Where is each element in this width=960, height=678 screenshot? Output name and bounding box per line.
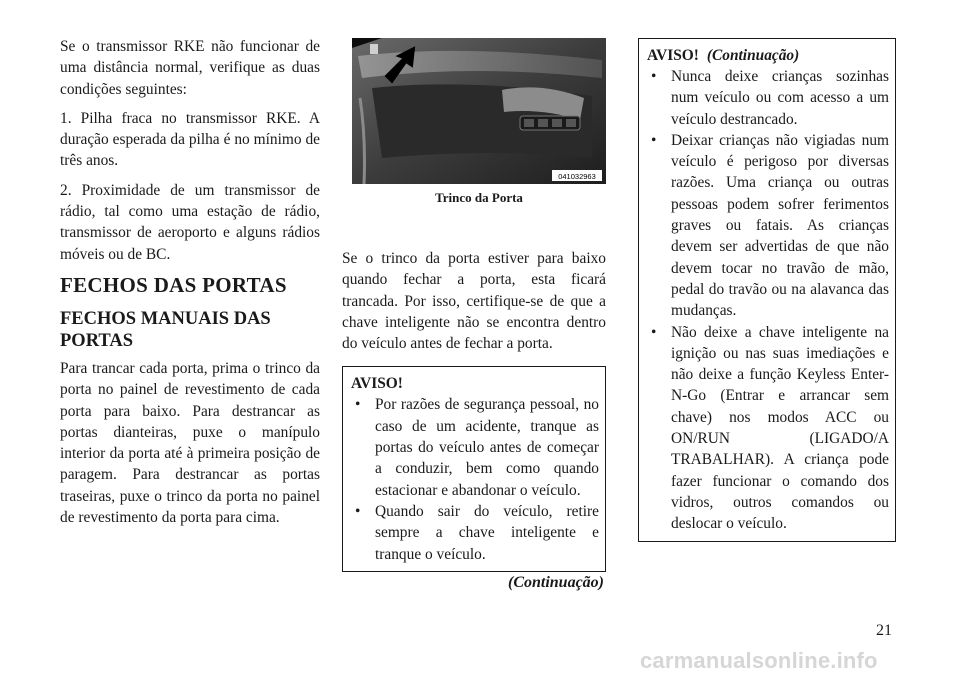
- warning-box-continued: [638, 38, 896, 542]
- rke-condition-2: 2. Proximidade de um transmissor de rádio, tal como uma estação de rádio, transmissor de aeroporto e alguns rádios móveis ou de BC.: [60, 181, 320, 263]
- warning-box: [342, 366, 606, 571]
- warning-title: AVISO!: [351, 375, 403, 393]
- rke-intro: Se o transmissor RKE não funcionar de uma distância normal, verifique as duas condições seguintes:: [60, 38, 320, 98]
- left-column: [60, 36, 320, 536]
- subsection-heading: FECHOS MANUAIS DAS PORTAS: [60, 308, 271, 351]
- warning-item: • Quando sair do veículo, retire sempre a chave inteligente e tranque o veículo.: [351, 501, 599, 565]
- continued-label: (Continuação): [507, 573, 604, 591]
- section-heading: FECHOS DAS PORTAS: [60, 272, 287, 297]
- photo-caption: Trinco da Porta: [435, 190, 523, 205]
- warning-item: • Deixar crianças não vigiadas num veículo é perigoso por diversas razões. Uma criança ou outras pessoas podem sofrer ferimentos graves ou fatais. As crianças devem ser advertidas de que não devem tocar no travão de mão, pedal do travão ou na alavanca das mudanças.: [647, 130, 889, 322]
- warning-item: • Não deixe a chave inteligente na ignição ou nas suas imediações e não deixe a função Keyless Enter-N-Go (Entrar e arrancar sem chave) nos modos ACC ou ON/RUN (LIGADO/A TRABALHAR). A criança pode fazer funcionar o comando dos vidros, outros comandos ou deslocar o veículo.: [647, 322, 889, 535]
- manual-locks-text: Para trancar cada porta, prima o trinco da porta no painel de revestimento de cada porta para baixo. Para destrancar as portas dianteiras, puxe o manípulo interior da porta até à primeira posição de paragem. Para destrancar as portas traseiras, puxe o trinco da porta no painel de revestimento da porta para cima.: [60, 359, 320, 527]
- warning-item: • Por razões de segurança pessoal, no caso de um acidente, tranque as portas do veículo antes de começar a conduzir, bem como quando estacionar e abandonar o veículo.: [351, 394, 599, 500]
- door-lock-text: Se o trinco da porta estiver para baixo quando fechar a porta, esta ficará trancada. Por isso, certifique-se de que a chave inteligente não se encontra dentro do veículo antes de fechar a porta.: [342, 250, 606, 353]
- page-number: 21: [876, 622, 892, 639]
- warning-continued-label: (Continuação): [706, 47, 800, 64]
- warning-list: [351, 394, 599, 564]
- right-column: [638, 38, 896, 542]
- image-code: 041032963: [558, 172, 596, 181]
- door-lock-photo: [352, 38, 606, 184]
- door-panel-illustration: [352, 38, 606, 184]
- watermark: carmanualsonline.info: [640, 648, 878, 673]
- warning-item: • Nunca deixe crianças sozinhas num veículo ou com acesso a um veículo destrancado.: [647, 66, 889, 130]
- warning-title: AVISO!: [647, 47, 699, 64]
- warning-list: [647, 66, 889, 535]
- rke-condition-1: 1. Pilha fraca no transmissor RKE. A duração esperada da pilha é no mínimo de três anos.: [60, 109, 320, 170]
